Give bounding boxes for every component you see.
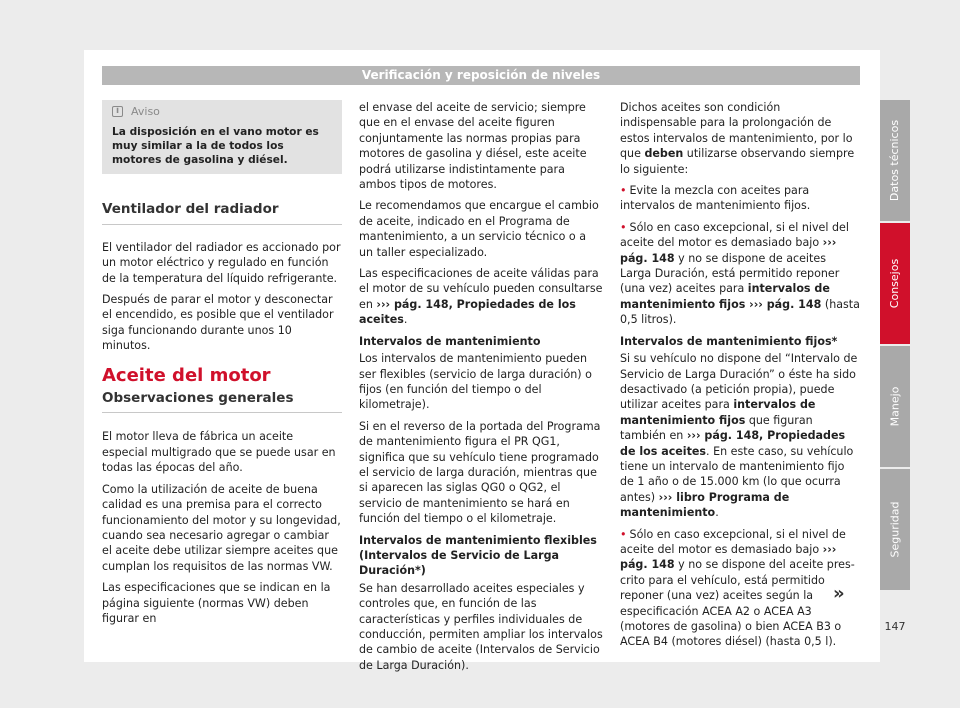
- paragraph: Dichos aceites son condición indispensable para la prolongación de estos intervalos de mantenimiento, por lo que deben utilizarse observando siempre lo siguiente:: [620, 101, 855, 176]
- paragraph: el envase del aceite de servicio; siempre que en el envase del aceite figuren conjuntamente las normas propias para motores de gasolina y diésel, este aceite podrá utilizarse indistintamente para ambos tipos de motores.: [359, 101, 587, 192]
- subheading: Intervalos de mantenimiento flexibles (Intervalos de Servicio de Larga Duración*): [359, 533, 597, 578]
- heading-radiator-fan: Ventilador del radiador: [102, 202, 342, 224]
- notice-box: [102, 100, 342, 174]
- page-reference-link[interactable]: ››› pág. 148, Propiedades de los aceites: [359, 297, 576, 327]
- tab-consejos[interactable]: Consejos: [880, 223, 910, 344]
- continue-arrow-icon: »: [833, 583, 845, 604]
- column-2: [359, 100, 603, 679]
- tab-seguridad[interactable]: Seguridad: [880, 469, 910, 590]
- book-reference-link[interactable]: ››› libro Programa de mantenimiento: [620, 490, 790, 520]
- page-reference-link[interactable]: ››› pág. 148, Propiedades de los aceites: [620, 429, 846, 458]
- bullet-item: • Evite la mezcla con aceites para intervalos de mantenimiento fijos.: [620, 184, 811, 213]
- paragraph: Si su vehículo no dispone del “Intervalo de Servicio de Larga Duración” o éste ha sido desactivado (a petición propia), puede utilizar aceites para intervalos de mantenimiento fijos que figuran también en ››› pág. 148, Propiedades de los aceites. En este caso, su vehículo tiene un intervalo de mantenimiento fijo de 1 año o de 15.000 km (lo que ocurra antes) ››› libro Programa de mantenimiento.: [620, 352, 858, 520]
- notice-text: La disposición en el vano motor es muy similar a la de todos los motores de gasolina y diésel.: [112, 126, 319, 167]
- column-3: [620, 100, 860, 656]
- page-reference-link[interactable]: ››› pág. 148: [620, 542, 837, 572]
- bullet-item: • Sólo en caso excepcional, si el nivel de aceite del motor es demasiado bajo ››› pág. 148 y no se dispone del aceite prescrito para el vehículo, está permitido reponer (una vez) aceites según la especificación ACEA A2 o ACEA A3 (motores de gasolina) o bien ACEA B3 o ACEA B4 (motores diésel) (hasta 0,5 l).: [620, 527, 855, 649]
- page-number: 147: [884, 620, 906, 633]
- column-1: [102, 100, 342, 632]
- bullet-item: • Sólo en caso excepcional, si el nivel del aceite del motor es demasiado bajo ››› pág. 148 y no se dispone de aceites Larga Duración, está permitido reponer (una vez) aceites para intervalos de mantenimiento fijos ››› pág. 148 (hasta 0,5 litros).: [620, 220, 860, 327]
- bullet-icon: •: [620, 527, 627, 541]
- paragraph: El ventilador del radiador es accionado por un motor eléctrico y regulado en función de la temperatura del líquido refrigerante.: [102, 240, 341, 285]
- page-reference-link[interactable]: intervalos de mantenimiento fijos ››› pág. 148: [620, 282, 830, 311]
- page-reference-link[interactable]: ››› pág. 148: [620, 236, 837, 265]
- paragraph: Como la utilización de aceite de buena calidad es una premisa para el correcto funcionamiento del motor y su longevidad, cuando sea necesario agregar o cambiar el aceite debe utilizar siempre aceites que cumplan los requisitos de las normas VW.: [102, 482, 341, 573]
- notice-label: Aviso: [131, 105, 160, 118]
- paragraph: Se han desarrollado aceites especiales y controles que, en función de las características y perfiles individuales de conducción, permiten ampliar los intervalos de cambio de aceite (Intervalos de Servicio de Larga Duración).: [359, 581, 603, 672]
- paragraph: Le recomendamos que encargue el cambio de aceite, indicado en el Programa de mantenimiento, a un servicio técnico o a un taller especializado.: [359, 199, 599, 259]
- heading-engine-oil: Aceite del motor: [102, 364, 271, 386]
- paragraph: Las especificaciones que se indican en la página siguiente (normas VW) deben figurar en: [102, 581, 331, 625]
- tab-datos-tecnicos[interactable]: Datos técnicos: [880, 100, 910, 221]
- subheading: Intervalos de mantenimiento fijos*: [620, 334, 838, 348]
- tab-manejo[interactable]: Manejo: [880, 346, 910, 467]
- bullet-icon: •: [620, 184, 627, 198]
- subheading: Intervalos de mantenimiento: [359, 334, 541, 348]
- paragraph: El motor lleva de fábrica un aceite especial multigrado que se puede usar en todas las épocas del año.: [102, 430, 336, 475]
- bullet-icon: •: [620, 220, 627, 234]
- heading-general-notes: Observaciones generales: [102, 391, 342, 413]
- side-tabs: [880, 100, 910, 592]
- info-icon: i: [112, 106, 123, 117]
- paragraph: Las especificaciones de aceite válidas para el motor de su vehículo pueden consultarse en ››› pág. 148, Propiedades de los aceites.: [359, 267, 603, 327]
- paragraph: Después de parar el motor y desconectar el encendido, es posible que el ventilador siga funcionando durante unos 10 minutos.: [102, 293, 334, 353]
- section-header: Verificación y reposición de niveles: [102, 66, 860, 85]
- paragraph: Los intervalos de mantenimiento pueden ser flexibles (servicio de larga duración) o fijos (en función del tiempo o del kilometraje).: [359, 352, 592, 412]
- paragraph: Si en el reverso de la portada del Programa de mantenimiento figura el PR QG1, significa que su vehículo tiene programado el servicio de larga duración, mientras que si aparecen las siglas QG0 o QG2, el servicio de mantenimiento se hará en función del tiempo o el kilometraje.: [359, 419, 601, 526]
